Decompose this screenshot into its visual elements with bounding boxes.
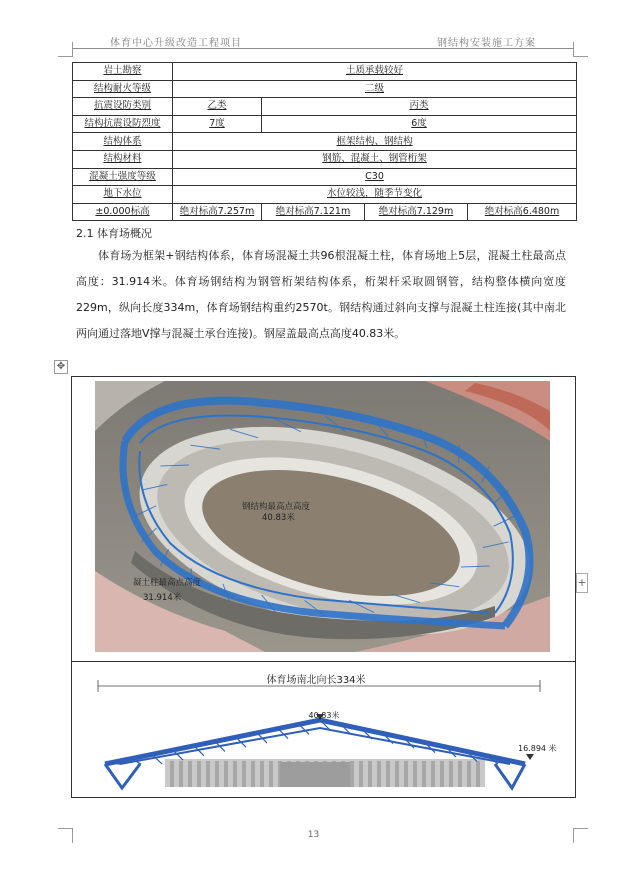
row-label: 结构体系 (73, 133, 173, 151)
facade-column (476, 761, 480, 787)
crop-mark-top-left (58, 42, 73, 57)
row-value: 丙类 (262, 98, 577, 116)
roof-peak-label: 40.83米 (308, 711, 340, 720)
concrete-peak-label: 凝土柱最高点高度 (133, 578, 202, 588)
length-dimension-label: 体育场南北向长334米 (266, 675, 366, 686)
row-value: 7度 (173, 115, 262, 133)
row-value: 6度 (262, 115, 577, 133)
facade-column (395, 761, 399, 787)
table-row (73, 150, 577, 168)
row-value: 绝对标高7.129m (365, 203, 468, 221)
row-label: 抗震设防类别 (73, 98, 173, 116)
row-value: 钢筋、混凝土、钢管桁架 (173, 150, 577, 168)
facade-column (170, 761, 174, 787)
facade-column (413, 761, 417, 787)
row-value: 框架结构、钢结构 (173, 133, 577, 151)
facade-column (188, 761, 192, 787)
facade-column (215, 761, 219, 787)
row-label: ±0.000标高 (73, 203, 173, 221)
facade-column (251, 761, 255, 787)
steel-peak-value: 40.83米 (262, 513, 295, 523)
row-label: 结构抗震设防烈度 (73, 115, 173, 133)
facade-column (431, 761, 435, 787)
steel-peak-label: 钢结构最高点高度 (242, 502, 311, 512)
table-row (73, 133, 577, 151)
row-value: 二级 (173, 80, 577, 98)
facade-column (368, 761, 372, 787)
facade-column (404, 761, 408, 787)
facade-column (449, 761, 453, 787)
stadium-aerial-render (95, 381, 550, 652)
table-row (73, 80, 577, 98)
table-row (73, 168, 577, 186)
page-header (72, 32, 574, 49)
facade-column (269, 761, 273, 787)
row-value: C30 (173, 168, 577, 186)
facade-column (467, 761, 471, 787)
side-height-label: 16.894 米 (518, 744, 557, 753)
table-row (73, 186, 577, 204)
header-project-title: 体育中心升级改造工程项目 (110, 38, 242, 49)
table-row (73, 98, 577, 116)
project-info-table (72, 62, 577, 221)
row-value: 绝对标高7.121m (262, 203, 365, 221)
row-label: 结构耐火等级 (73, 80, 173, 98)
row-value: 土质承载较好 (173, 63, 577, 81)
row-value: 绝对标高7.257m (173, 203, 262, 221)
table-row (73, 115, 577, 133)
facade-column (377, 761, 381, 787)
row-value: 水位较浅，随季节变化 (173, 186, 577, 204)
row-value: 绝对标高6.480m (468, 203, 577, 221)
truss-member (459, 445, 460, 463)
facade-column (233, 761, 237, 787)
facade-column (440, 761, 444, 787)
plus-icon[interactable]: + (576, 573, 588, 593)
figure-divider (71, 661, 576, 662)
table-row (73, 63, 577, 81)
table-row (73, 203, 577, 221)
facade-column (179, 761, 183, 787)
row-label: 结构材料 (73, 150, 173, 168)
facade-column (242, 761, 246, 787)
row-label: 地下水位 (73, 186, 173, 204)
facade-column (386, 761, 390, 787)
section-paragraph: 体育场为框架+钢结构体系，体育场混凝土共96根混凝土柱，体育场地上5层，混凝土柱最高点高度：31.914米。体育场钢结构为钢管桁架结构体系，桁架杆采取圆钢管，结构整体横向宽度229m，纵向长度334m，体育场钢结构重约2570t。钢结构通过斜向支撑与混凝土柱连接(其中南北两向通过落地V撑与混凝土承台连接)。钢屋盖最高点高度40.83米。 (76, 249, 566, 340)
stadium-elevation-drawing (80, 666, 570, 794)
facade-column (359, 761, 363, 787)
facade-column (224, 761, 228, 787)
concrete-peak-value: 31.914米 (143, 593, 182, 603)
facade-column (206, 761, 210, 787)
facade-column (458, 761, 462, 787)
row-value: 乙类 (173, 98, 262, 116)
section-title: 2.1 体育场概况 (76, 227, 152, 240)
move-icon[interactable]: ✥ (54, 360, 68, 374)
facade-column (197, 761, 201, 787)
facade-column (422, 761, 426, 787)
page-number: 13 (307, 830, 320, 840)
header-document-title: 钢结构安装施工方案 (437, 38, 536, 49)
facade-column (350, 761, 354, 787)
row-label: 岩土勘察 (73, 63, 173, 81)
crop-mark-top-right (573, 42, 588, 57)
row-label: 混凝土强度等级 (73, 168, 173, 186)
facade-column (260, 761, 264, 787)
